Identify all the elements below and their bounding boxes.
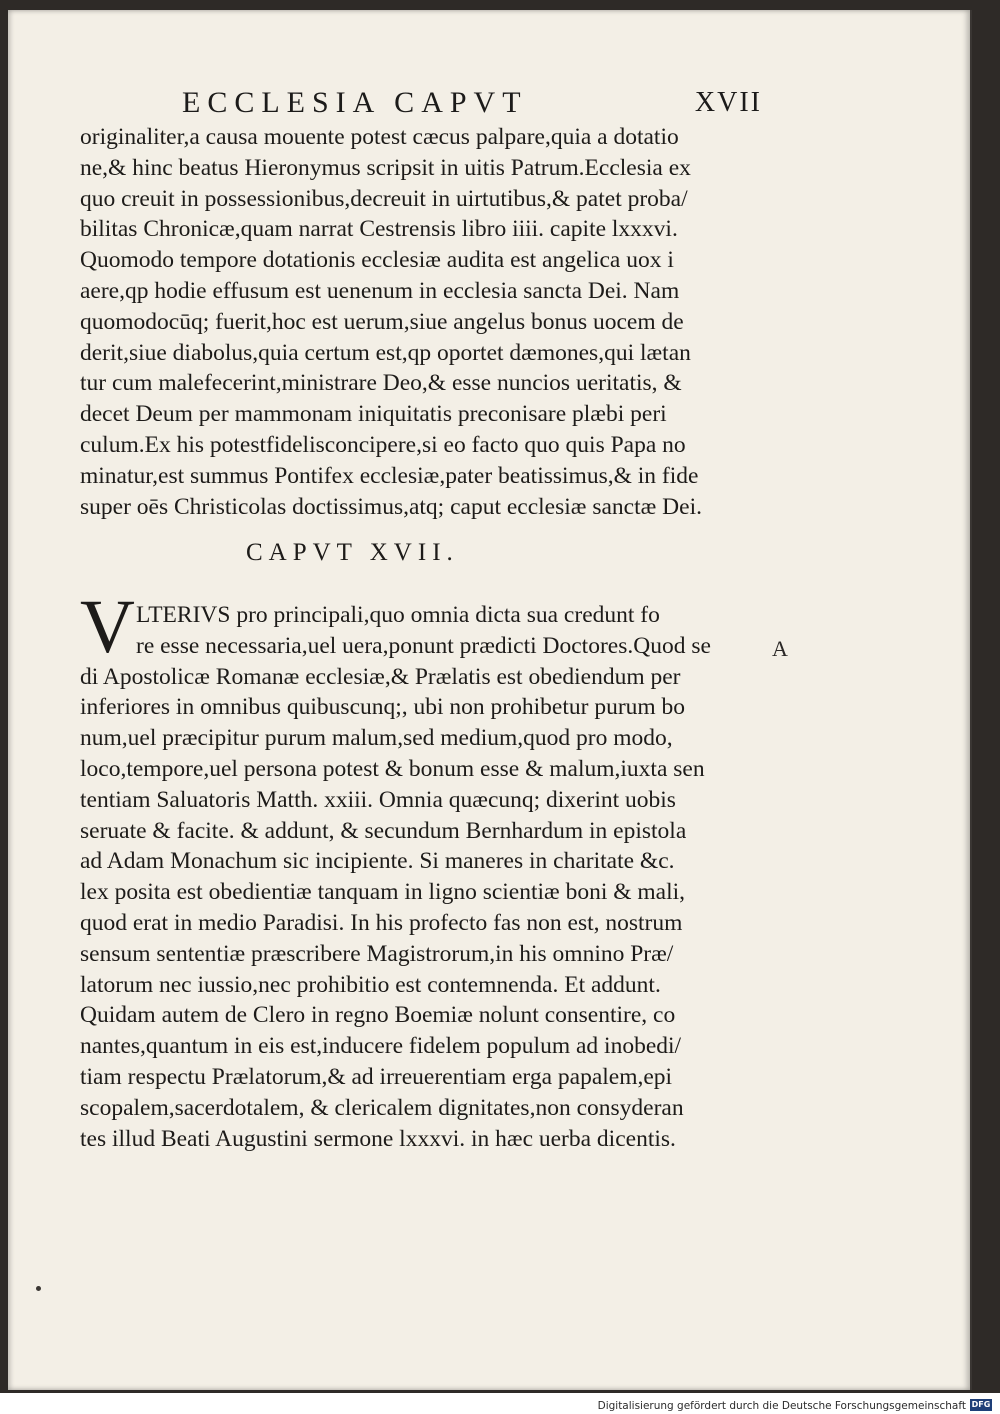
text-line: seruate & facite. & addunt, & secundum Bernhardum in epistola xyxy=(80,817,687,844)
text-line: derit,siue diabolus,quia certum est,qp oportet dæmones,qui lætan xyxy=(80,339,691,366)
text-line: quo creuit in possessionibus,decreuit in uirtutibus,& patet proba/ xyxy=(80,185,688,212)
text-line: num,uel præcipitur purum malum,sed medium,quod pro modo, xyxy=(80,725,673,752)
folio-number: XVII xyxy=(694,87,762,118)
text-line: nantes,quantum in eis est,inducere fidelem populum ad inobedi/ xyxy=(80,1033,682,1060)
text-line: Quidam autem de Clero in regno Boemiæ nolunt consentire, co xyxy=(80,1002,676,1029)
chapter-heading: CAPVT XVII. xyxy=(246,539,459,566)
text-line: quomodocūq; fuerit,hoc est uerum,siue angelus bonus uocem de xyxy=(80,308,684,335)
text-block-chapter xyxy=(80,600,760,1154)
running-head-title: ECCLESIA CAPVT xyxy=(182,86,528,119)
ink-dot xyxy=(36,1286,41,1291)
text-line: loco,tempore,uel persona potest & bonum esse & malum,iuxta sen xyxy=(80,755,705,782)
text-line: re esse necessaria,uel uera,ponunt prædicti Doctores.Quod se xyxy=(136,632,711,659)
text-block-continuation xyxy=(80,122,760,522)
text-line: LTERIVS pro principali,quo omnia dicta sua credunt fo xyxy=(136,602,660,628)
text-line: sensum sententiæ præscribere Magistrorum,in his omnino Præ/ xyxy=(80,940,674,967)
text-line: tiam respectu Prælatorum,& ad irreuerentiam erga papalem,epi xyxy=(80,1063,673,1090)
text-line: aere,qp hodie effusum est uenenum in ecclesia sancta Dei. Nam xyxy=(80,277,680,304)
text-line: minatur,est summus Pontifex ecclesiæ,pater beatissimus,& in fide xyxy=(80,462,699,489)
margin-note: A xyxy=(772,636,788,661)
page-edge xyxy=(970,10,972,1390)
text-line: lex posita est obedientiæ tanquam in ligno scientiæ boni & mali, xyxy=(80,879,686,906)
text-line: bilitas Chronicæ,quam narrat Cestrensis libro iiii. capite lxxxvi. xyxy=(80,216,678,243)
text-line: latorum nec iussio,nec prohibitio est contemnenda. Et addunt. xyxy=(80,971,661,998)
text-line: tur cum malefecerint,ministrare Deo,& esse nuncios ueritatis, & xyxy=(80,370,682,397)
funding-credit: Digitalisierung gefördert durch die Deutsche Forschungsgemeinschaft xyxy=(597,1400,966,1412)
text-line: scopalem,sacerdotalem, & clericalem dignitates,non consyderan xyxy=(80,1094,684,1121)
running-head xyxy=(182,86,762,120)
text-line: culum.Ex his potestfidelisconcipere,si eo facto quo quis Papa no xyxy=(80,431,686,458)
text-line: tes illud Beati Augustini sermone lxxxvi. in hæc uerba dicentis. xyxy=(80,1125,676,1152)
dfg-logo: DFG xyxy=(971,1400,991,1409)
text-line: inferiores in omnibus quibuscunq;, ubi non prohibetur purum bo xyxy=(80,694,686,721)
drop-cap-initial: V xyxy=(80,585,135,669)
text-line: decet Deum per mammonam iniquitatis preconisare plæbi peri xyxy=(80,401,667,428)
text-line: quod erat in medio Paradisi. In his profecto fas non est, nostrum xyxy=(80,909,683,936)
text-line: super oēs Christicolas doctissimus,atq; caput ecclesiæ sanctæ Dei. xyxy=(80,493,702,520)
text-line: ne,& hinc beatus Hieronymus scripsit in uitis Patrum.Ecclesia ex xyxy=(80,154,691,181)
text-line: originaliter,a causa mouente potest cæcus palpare,quia a dotatio xyxy=(80,124,679,150)
text-line: tentiam Saluatoris Matth. xxiii. Omnia quæcunq; dixerint uobis xyxy=(80,786,676,813)
text-line: ad Adam Monachum sic incipiente. Si maneres in charitate &c. xyxy=(80,848,675,875)
text-line: Quomodo tempore dotationis ecclesiæ audita est angelica uox i xyxy=(80,247,674,274)
text-line: di Apostolicæ Romanæ ecclesiæ,& Prælatis est obediendum per xyxy=(80,663,681,690)
